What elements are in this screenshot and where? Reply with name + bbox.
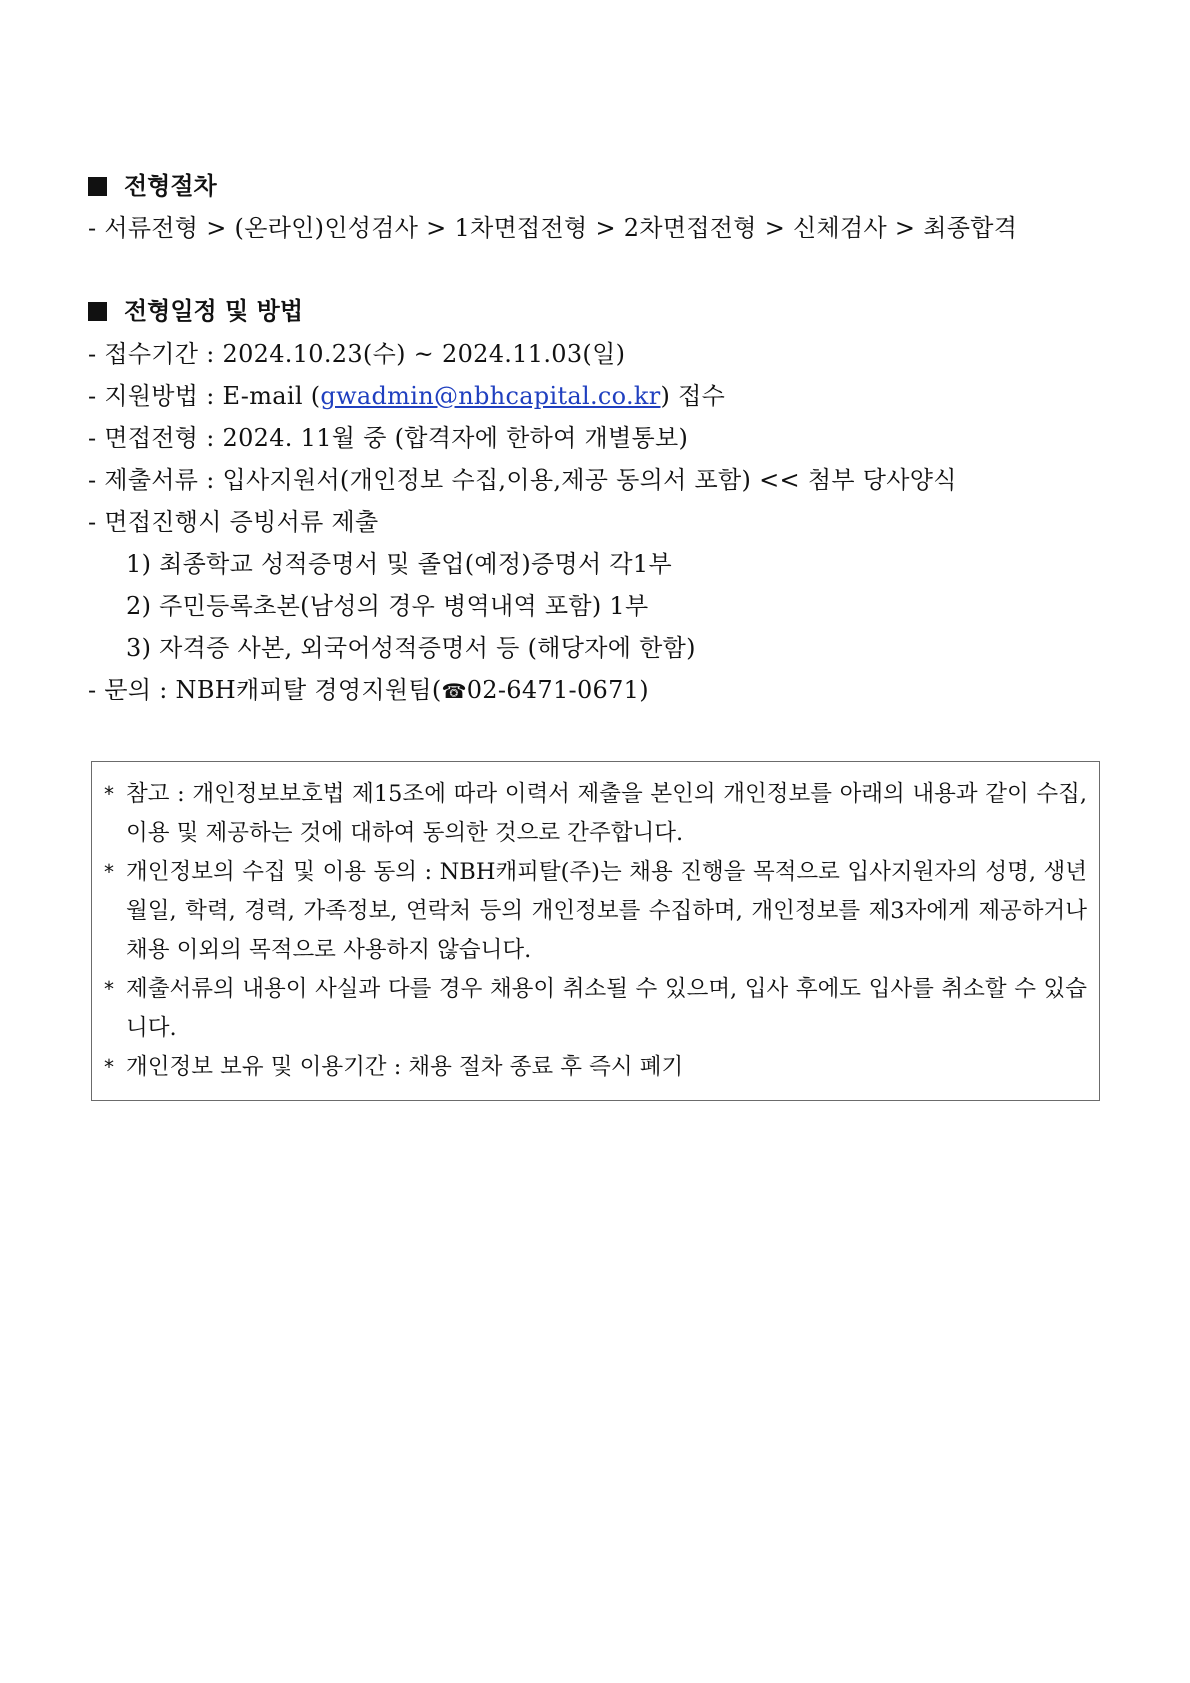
asterisk-bullet-icon: *: [104, 860, 114, 884]
black-square-icon: [88, 302, 107, 321]
notice-item-text: 제출서류의 내용이 사실과 다를 경우 채용이 취소될 수 있으며, 입사 후에도 입사를 취소할 수 있습니다.: [126, 976, 1087, 1041]
apply-method-suffix: ) 접수: [660, 382, 726, 410]
proof-item: 2) 주민등록초본(남성의 경우 병역내역 포함) 1부: [126, 592, 649, 620]
section-heading-text: 전형일정 및 방법: [124, 297, 303, 325]
black-square-icon: [88, 177, 107, 196]
notice-item-text: 개인정보의 수집 및 이용 동의 : NBH캐피탈(주)는 채용 진행을 목적으로 입사지원자의 성명, 생년월일, 학력, 경력, 가족정보, 연락처 등의 개인정보를 수집하며, 개인정보를 제3자에게 제공하거나 채용 이외의 목적으로 사용하지 않습니다.: [126, 859, 1087, 963]
notice-item: [104, 1048, 1087, 1087]
notice-item: [104, 853, 1087, 970]
section-heading-procedure: [88, 170, 217, 202]
proof-item: 3) 자격증 사본, 외국어성적증명서 등 (해당자에 한함): [126, 634, 696, 662]
interview-schedule: - 면접전형 : 2024. 11월 중 (합격자에 한하여 개별통보): [88, 424, 689, 452]
proof-documents-heading: - 면접진행시 증빙서류 제출: [88, 508, 379, 536]
reception-period: - 접수기간 : 2024.10.23(수) ~ 2024.11.03(일): [88, 340, 626, 368]
apply-email-link[interactable]: gwadmin@nbhcapital.co.kr: [320, 382, 661, 410]
procedure-steps: - 서류전형 > (온라인)인성검사 > 1차면접전형 > 2차면접전형 > 신체검사 > 최종합격: [88, 214, 1018, 242]
required-documents: - 제출서류 : 입사지원서(개인정보 수집,이용,제공 동의서 포함) << 첨부 당사양식: [88, 466, 957, 494]
inquiry: [88, 674, 649, 707]
asterisk-bullet-icon: *: [104, 977, 114, 1001]
section-heading-text: 전형절차: [124, 172, 217, 200]
asterisk-bullet-icon: *: [104, 1055, 114, 1079]
section-heading-schedule: [88, 295, 303, 327]
notice-item: [104, 970, 1087, 1048]
asterisk-bullet-icon: *: [104, 782, 114, 806]
inquiry-prefix: - 문의 : NBH캐피탈 경영지원팀(: [88, 676, 442, 704]
apply-method-prefix: - 지원방법 : E-mail (: [88, 382, 321, 410]
phone-icon: ☎: [441, 679, 467, 703]
notice-item: [104, 775, 1087, 853]
privacy-notice-box: [91, 761, 1100, 1101]
apply-method: [88, 380, 725, 412]
inquiry-phone: 02-6471-0671): [466, 676, 649, 704]
notice-item-text: 개인정보 보유 및 이용기간 : 채용 절차 종료 후 즉시 폐기: [126, 1054, 684, 1080]
proof-item: 1) 최종학교 성적증명서 및 졸업(예정)증명서 각1부: [126, 550, 672, 578]
notice-item-text: 참고 : 개인정보보호법 제15조에 따라 이력서 제출을 본인의 개인정보를 아래의 내용과 같이 수집, 이용 및 제공하는 것에 대하여 동의한 것으로 간주합니다.: [126, 781, 1087, 846]
